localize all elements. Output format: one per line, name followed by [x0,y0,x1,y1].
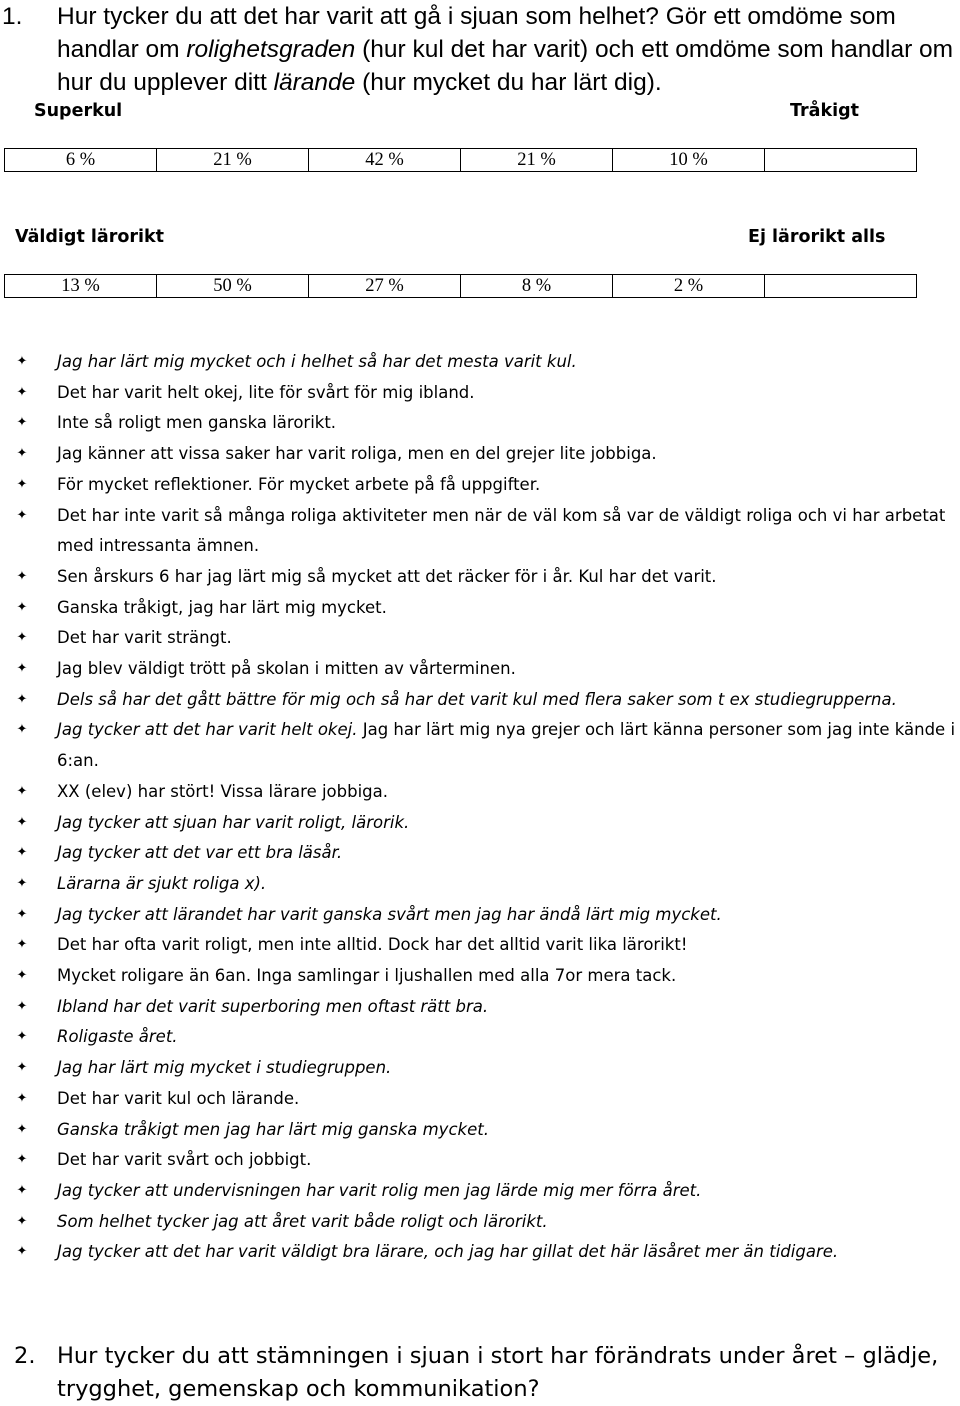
question-text-part: (hur mycket du har lärt dig). [355,69,662,96]
comment-text [57,777,960,808]
four-pointed-star-icon: ✦ [16,1060,28,1076]
four-pointed-star-icon: ✦ [16,446,28,462]
comment-text-part: Ibland har det varit superboring men oftast rätt bra. [57,996,489,1016]
comment-item [0,1053,960,1084]
learning-scale-row [5,275,917,298]
scale-cell: 2 % [613,275,765,298]
four-pointed-star-icon: ✦ [16,568,28,584]
comment-item [0,685,960,716]
comment-item [0,408,960,439]
four-pointed-star-icon: ✦ [16,630,28,646]
comment-text [57,1237,960,1268]
comment-text [57,808,960,839]
scale-cell: 6 % [5,149,157,172]
comment-text-part: För mycket reflektioner. För mycket arbete på få uppgifter. [57,474,541,494]
learning-scale-right-label: Ej lärorikt alls [748,227,886,247]
comment-text [57,347,960,378]
comment-text [57,1176,960,1207]
comment-text [57,1207,960,1238]
comment-item [0,900,960,931]
comment-item [0,1176,960,1207]
scale-cell: 21 % [157,149,309,172]
scale-cell: 13 % [5,275,157,298]
comment-text-part: Jag tycker att lärandet har varit ganska svårt men jag har ändå lärt mig mycket. [57,904,722,924]
comment-text-part: Det har varit strängt. [57,628,232,648]
comment-item [0,777,960,808]
scale-cell: 27 % [309,275,461,298]
comment-item [0,439,960,470]
four-pointed-star-icon: ✦ [16,1152,28,1168]
comment-text-part: Jag tycker att det var ett bra läsår. [57,843,343,863]
comment-item [0,623,960,654]
comment-item [0,1115,960,1146]
comment-text-part: Jag har lärt mig nya grejer och lärt känna personer som jag inte kände i 6:an. [57,720,956,771]
comment-item [0,930,960,961]
comment-text [57,439,960,470]
four-pointed-star-icon: ✦ [16,875,28,891]
comment-text [57,838,960,869]
question-text-part: lärande [273,69,356,96]
comment-text [57,992,960,1023]
four-pointed-star-icon: ✦ [16,1182,28,1198]
comment-item [0,1145,960,1176]
fun-scale-right-label: Tråkigt [790,101,859,121]
comment-item [0,961,960,992]
comment-text-part: Jag tycker att undervisningen har varit rolig men jag lärde mig mer förra året. [57,1180,702,1200]
question-1 [0,0,956,99]
scale-cell [765,275,917,298]
comment-item [0,378,960,409]
comment-item [0,654,960,685]
four-pointed-star-icon: ✦ [16,354,28,369]
comment-item [0,869,960,900]
comment-text [57,1084,960,1115]
comment-text-part: Det har varit kul och lärande. [57,1088,300,1108]
four-pointed-star-icon: ✦ [16,1121,28,1137]
four-pointed-star-icon: ✦ [16,1213,28,1229]
comment-text [57,408,960,439]
question-text-part: Hur tycker du att det har varit att gå i sjuan som helhet? Gör ett omdöme som handlar om [57,3,896,63]
comment-text-part: Jag tycker att det har varit väldigt bra lärare, och jag har gillat det här läsåret mer än tidigare. [57,1242,839,1262]
learning-scale-left-label: Väldigt lärorikt [15,227,164,247]
comment-item [0,562,960,593]
question-text-part: (hur kul det har varit) och ett omdöme som handlar om hur du upplever ditt [57,36,954,96]
four-pointed-star-icon: ✦ [16,937,28,953]
comment-text [57,470,960,501]
four-pointed-star-icon: ✦ [16,1244,28,1260]
four-pointed-star-icon: ✦ [16,507,28,523]
comment-item [0,501,960,562]
four-pointed-star-icon: ✦ [16,1029,28,1045]
comment-text-part: Jag blev väldigt trött på skolan i mitten av vårterminen. [57,659,516,679]
comment-item [0,1022,960,1053]
four-pointed-star-icon: ✦ [16,691,28,707]
comment-text [57,869,960,900]
comment-item [0,1084,960,1115]
scale-cell [765,149,917,172]
fun-scale-row [5,149,917,172]
comment-text-part: Dels så har det gått bättre för mig och så har det varit kul med flera saker som t ex studiegrupperna. [57,689,897,709]
comment-text-part: Inte så roligt men ganska lärorikt. [57,413,337,433]
question-text [57,0,956,99]
comment-text-part: Det har inte varit så många roliga aktiviteter men när de väl kom så var de väldigt roliga och vi har arbetat med intressanta ämnen. [57,505,946,556]
comment-text-part: Det har varit svårt och jobbigt. [57,1150,312,1170]
comment-text-part: Det har ofta varit roligt, men inte alltid. Dock har det alltid varit lika lärorikt! [57,935,688,955]
comment-text [57,1053,960,1084]
learning-scale-table [4,274,917,298]
comment-text [57,378,960,409]
scale-cell: 8 % [461,275,613,298]
comment-text-part: Jag har lärt mig mycket och i helhet så har det mesta varit kul. [57,352,577,371]
scale-cell: 42 % [309,149,461,172]
comment-text [57,623,960,654]
four-pointed-star-icon: ✦ [16,968,28,984]
comment-text [57,562,960,593]
scale-cell: 50 % [157,275,309,298]
comment-text [57,593,960,624]
comment-text-part: Jag tycker att sjuan har varit roligt, lärorik. [57,812,410,832]
comment-item [0,593,960,624]
fun-scale-left-label: Superkul [34,101,123,121]
comment-text [57,1115,960,1146]
four-pointed-star-icon: ✦ [16,783,28,799]
comment-text-part: Ganska tråkigt, jag har lärt mig mycket. [57,597,387,617]
four-pointed-star-icon: ✦ [16,722,28,738]
scale-cell: 21 % [461,149,613,172]
comment-item [0,470,960,501]
question-text: Hur tycker du att stämningen i sjuan i stort har förändrats under året – glädje, trygghet, gemenskap och kommunikation? [57,1343,939,1402]
four-pointed-star-icon: ✦ [16,384,28,400]
comment-text [57,501,960,562]
comment-item [0,715,960,776]
comment-text-part: Jag tycker att det har varit helt okej. [57,720,358,740]
comment-text [57,654,960,685]
comment-text-part: Som helhet tycker jag att året varit både roligt och lärorikt. [57,1211,548,1231]
comment-text [57,930,960,961]
question-text-part: rolighetsgraden [186,36,356,63]
comment-item [0,808,960,839]
comment-item [0,838,960,869]
comment-text [57,685,960,716]
four-pointed-star-icon: ✦ [16,814,28,830]
comment-text [57,900,960,931]
four-pointed-star-icon: ✦ [16,661,28,677]
comment-text-part: Ganska tråkigt men jag har lärt mig ganska mycket. [57,1119,489,1139]
comment-text-part: Lärarna är sjukt roliga x). [57,873,267,893]
fun-scale-table [4,148,917,172]
comment-text-part: Roligaste året. [57,1027,178,1047]
comment-text-part: Jag känner att vissa saker har varit roliga, men en del grejer lite jobbiga. [57,444,657,464]
four-pointed-star-icon: ✦ [16,906,28,922]
four-pointed-star-icon: ✦ [16,1090,28,1106]
comment-text [57,1022,960,1053]
comment-text-part: Jag har lärt mig mycket i studiegruppen. [57,1058,392,1078]
four-pointed-star-icon: ✦ [16,599,28,615]
scale-cell: 10 % [613,149,765,172]
four-pointed-star-icon: ✦ [16,415,28,431]
comment-text-part: Det har varit helt okej, lite för svårt för mig ibland. [57,382,475,402]
comment-list [0,347,960,1268]
question-number: 1. [2,3,23,30]
comment-text [57,961,960,992]
comment-text [57,715,960,776]
comment-text-part: XX (elev) har stört! Vissa lärare jobbiga. [57,781,388,801]
comment-item [0,347,960,378]
four-pointed-star-icon: ✦ [16,476,28,492]
four-pointed-star-icon: ✦ [16,998,28,1014]
question-2 [0,1340,956,1406]
four-pointed-star-icon: ✦ [16,845,28,861]
comment-text-part: Sen årskurs 6 har jag lärt mig så mycket att det räcker för i år. Kul har det varit. [57,566,717,586]
comment-item [0,1207,960,1238]
comment-item [0,1237,960,1268]
question-number: 2. [14,1343,36,1369]
comment-text-part: Mycket roligare än 6an. Inga samlingar i ljushallen med alla 7or mera tack. [57,966,677,986]
comment-item [0,992,960,1023]
comment-text [57,1145,960,1176]
